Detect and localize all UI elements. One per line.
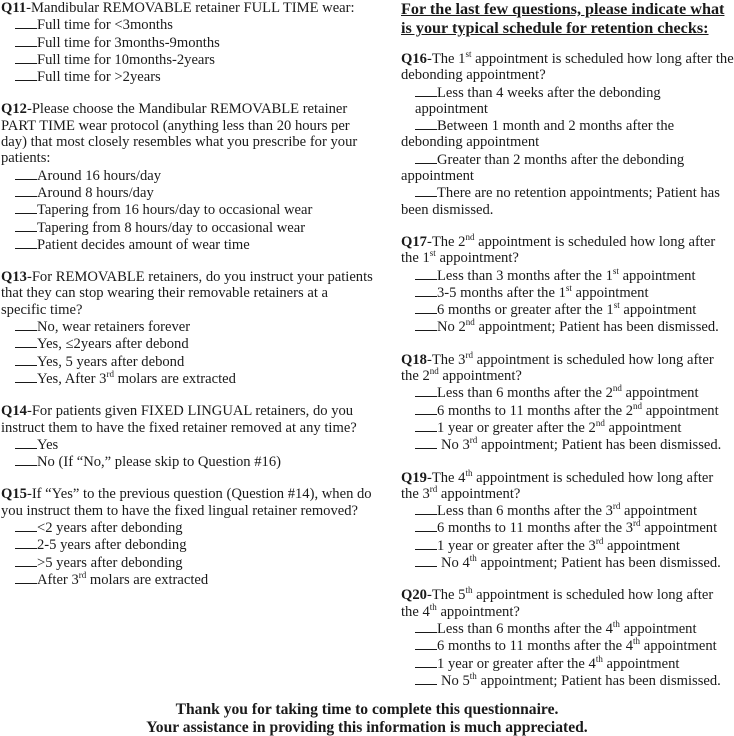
question-prompt-tail: appointment? (436, 603, 520, 620)
option-label: No 2 (437, 319, 466, 336)
option-label: Less than 3 months after the 1 (437, 267, 613, 284)
answer-blank[interactable] (415, 637, 437, 650)
option-label: 6 months to 11 months after the 3 (437, 520, 634, 537)
answer-blank[interactable] (415, 502, 437, 515)
answer-blank[interactable] (15, 453, 37, 466)
answer-blank[interactable] (415, 301, 437, 314)
answer-blank[interactable] (15, 219, 37, 232)
ordinal-suffix: rd (633, 518, 641, 529)
ordinal-suffix: nd (612, 383, 622, 394)
answer-blank[interactable] (415, 655, 437, 668)
option-label: Full time for >2years (37, 69, 161, 86)
option-label: 1 year or greater after the 4 (437, 655, 596, 672)
ordinal-suffix: rd (469, 435, 478, 446)
option-label: Patient decides amount of wear time (37, 236, 250, 253)
answer-blank[interactable] (15, 370, 37, 383)
answer-option[interactable] (1, 201, 373, 218)
question-q12 (1, 101, 373, 253)
option-label: No (If “No,” please skip to Question #16) (37, 454, 281, 471)
answer-blank[interactable] (15, 318, 37, 331)
ordinal-suffix: th (633, 636, 641, 647)
question-q15 (1, 486, 373, 588)
question-prompt-mid: appointment is scheduled how long after the (401, 469, 714, 502)
question-prompt-ordinal: 3 (422, 485, 430, 502)
question-prompt-mid: appointment is scheduled how long after the (401, 587, 714, 620)
answer-option[interactable] (401, 151, 734, 185)
answer-option[interactable] (1, 335, 373, 352)
ordinal-suffix: rd (429, 483, 438, 494)
answer-option[interactable] (401, 554, 734, 571)
ordinal-suffix: th (465, 467, 473, 478)
option-label-tail: appointment (603, 537, 680, 554)
option-label-tail: appointment (602, 655, 680, 672)
question-text (401, 231, 734, 267)
option-label: 2-5 years after debonding (37, 537, 187, 554)
question-prompt-tail: appointment? (437, 485, 521, 502)
question-text (401, 587, 734, 620)
option-label-tail: appointment; Patient has been dismissed. (474, 319, 719, 336)
option-label-tail: appointment (621, 385, 699, 402)
answer-option[interactable] (401, 419, 734, 436)
right-column (401, 0, 734, 689)
answer-option[interactable] (401, 284, 734, 301)
question-prompt-tail: appointment? (438, 368, 522, 385)
answer-option[interactable] (1, 167, 373, 184)
ordinal-suffix: rd (595, 535, 604, 546)
answer-blank[interactable] (415, 620, 437, 633)
answer-option[interactable] (401, 519, 734, 536)
question-number: Q12 (1, 101, 27, 118)
ordinal-suffix: nd (465, 317, 475, 328)
question-prompt-ordinal: 1 (422, 250, 430, 267)
option-label: Between 1 month and 2 months after the debonding appointment (401, 118, 675, 151)
answer-blank[interactable] (15, 184, 37, 197)
question-prompt: -The 1 (426, 51, 466, 67)
question-text (1, 403, 373, 436)
question-number: Q17 (401, 233, 427, 250)
appreciation-line: Your assistance in providing this information is much appreciated. (146, 718, 588, 736)
answer-blank[interactable] (15, 51, 37, 64)
option-label: Less than 6 months after the 4 (437, 620, 613, 637)
option-label: Less than 6 months after the 3 (437, 503, 613, 520)
option-label: Full time for 10months-2years (37, 51, 215, 68)
question-q18 (401, 349, 734, 454)
answer-blank[interactable] (15, 167, 37, 180)
answer-option[interactable] (401, 672, 734, 689)
question-text (1, 486, 373, 519)
answer-option[interactable] (401, 267, 734, 284)
ordinal-suffix: th (595, 653, 603, 664)
answer-option[interactable] (401, 84, 734, 118)
answer-blank[interactable] (15, 68, 37, 81)
answer-option[interactable] (401, 318, 734, 335)
option-label: After 3 (37, 571, 79, 588)
ordinal-suffix: nd (595, 417, 605, 428)
answer-blank[interactable] (415, 151, 437, 164)
option-label: <2 years after debonding (37, 520, 183, 537)
option-label-tail: appointment; Patient has been dismissed. (476, 672, 721, 689)
question-prompt-tail: appointment? (435, 250, 519, 267)
answer-option[interactable] (401, 184, 734, 218)
option-label-tail: appointment (640, 520, 718, 537)
question-q14 (1, 403, 373, 470)
question-number: Q20 (401, 587, 427, 604)
option-label: Greater than 2 months after the debonding appointment (401, 151, 685, 185)
answer-blank[interactable] (415, 384, 437, 397)
question-prompt: -Mandibular REMOVABLE retainer FULL TIME wear: (26, 0, 355, 16)
option-label-tail: appointment (620, 503, 698, 520)
option-label: Yes (37, 436, 59, 453)
answer-blank[interactable] (415, 84, 437, 97)
answer-blank[interactable] (15, 554, 37, 567)
option-label: 3-5 months after the 1 (437, 284, 566, 301)
question-text (401, 51, 734, 84)
answer-option[interactable] (1, 219, 373, 236)
answer-blank[interactable] (15, 201, 37, 214)
option-label-tail: appointment (604, 419, 682, 436)
option-label: 1 year or greater after the 3 (437, 537, 596, 554)
option-label-tail: appointment (619, 620, 697, 637)
answer-blank[interactable] (415, 184, 437, 197)
question-q20 (401, 587, 734, 689)
answer-option[interactable] (1, 236, 373, 253)
question-prompt-ordinal: 2 (422, 368, 430, 385)
question-q17 (401, 231, 734, 336)
option-label: Full time for <3months (37, 17, 173, 34)
question-prompt: -For patients given FIXED LINGUAL retainers, do you instruct them to have the fixed retainer removed at any time? (1, 403, 357, 436)
answer-option[interactable] (1, 318, 373, 335)
answer-option[interactable] (1, 16, 373, 33)
option-label: Less than 6 months after the 2 (437, 385, 613, 402)
left-column (1, 0, 373, 588)
ordinal-suffix: nd (429, 366, 439, 377)
answer-option[interactable] (401, 402, 734, 419)
option-label-tail: appointment; Patient has been dismissed. (476, 555, 721, 572)
answer-blank[interactable] (15, 236, 37, 249)
answer-blank[interactable] (415, 519, 437, 532)
answer-option[interactable] (1, 34, 373, 51)
option-label: There are no retention appointments; Patient has been dismissed. (401, 185, 720, 218)
option-label-tail: appointment (571, 284, 649, 301)
option-label: Yes, After 3 (37, 370, 107, 387)
answer-option[interactable] (401, 537, 734, 554)
answer-blank[interactable] (15, 16, 37, 29)
answer-option[interactable] (401, 502, 734, 519)
question-number: Q15 (1, 486, 27, 503)
question-prompt: -If “Yes” to the previous question (Question #14), when do you instruct them to have the fixed lingual retainer removed? (1, 486, 372, 519)
answer-blank[interactable] (15, 436, 37, 449)
answer-blank[interactable] (415, 672, 437, 685)
question-prompt: -The 2 (426, 233, 466, 250)
option-label: No 5 (441, 672, 470, 689)
ordinal-suffix: nd (633, 400, 643, 411)
ordinal-suffix: st (565, 282, 572, 293)
question-number: Q14 (1, 403, 27, 420)
option-label: Yes, ≤2years after debond (37, 336, 189, 353)
option-label: Tapering from 16 hours/day to occasional wear (37, 202, 313, 219)
question-number: Q18 (401, 351, 427, 368)
answer-blank[interactable] (415, 419, 437, 432)
option-label-tail: appointment; Patient has been dismissed. (477, 437, 722, 454)
ordinal-suffix: st (612, 265, 619, 276)
ordinal-suffix: st (465, 49, 472, 59)
option-label: Yes, 5 years after debond (37, 353, 185, 370)
answer-option[interactable] (401, 436, 734, 453)
option-label: No 4 (441, 555, 470, 572)
option-label: No 3 (441, 437, 470, 454)
question-text (1, 0, 373, 16)
answer-option[interactable] (1, 554, 373, 571)
option-label: 6 months to 11 months after the 2 (437, 402, 634, 419)
answer-blank[interactable] (415, 267, 437, 280)
question-text (401, 349, 734, 385)
question-prompt: -The 5 (426, 587, 466, 604)
option-label-tail: molars are extracted (113, 370, 236, 387)
question-prompt-mid: appointment is scheduled how long after the (401, 233, 716, 267)
option-label: Tapering from 8 hours/day to occasional wear (37, 219, 306, 236)
option-label: 6 months or greater after the 1 (437, 302, 614, 319)
option-label-tail: appointment (640, 638, 717, 655)
option-label-tail: appointment (642, 402, 719, 419)
answer-option[interactable] (401, 620, 734, 637)
question-number: Q16 (401, 51, 427, 67)
ordinal-suffix: th (612, 618, 620, 629)
answer-blank[interactable] (415, 117, 437, 130)
option-label-tail: molars are extracted (86, 571, 209, 588)
answer-option[interactable] (1, 436, 373, 453)
question-prompt: -The 3 (426, 351, 466, 368)
option-label: 1 year or greater after the 2 (437, 419, 596, 436)
answer-option[interactable] (1, 536, 373, 553)
answer-option[interactable] (1, 453, 373, 470)
option-label: No, wear retainers forever (37, 319, 191, 336)
answer-option[interactable] (1, 571, 373, 588)
question-q16 (401, 51, 734, 218)
answer-blank[interactable] (15, 519, 37, 532)
answer-option[interactable] (1, 68, 373, 85)
answer-blank[interactable] (415, 537, 437, 550)
question-q13 (1, 269, 373, 387)
answer-blank[interactable] (15, 34, 37, 47)
ordinal-suffix: rd (465, 349, 473, 360)
answer-option[interactable] (401, 637, 734, 654)
answer-blank[interactable] (415, 318, 437, 331)
answer-option[interactable] (1, 353, 373, 370)
closing-message (0, 701, 734, 736)
question-q11 (1, 0, 373, 85)
question-number: Q11 (1, 0, 27, 16)
ordinal-suffix: st (613, 300, 620, 311)
option-label-tail: appointment (618, 267, 696, 284)
answer-option[interactable] (1, 370, 373, 387)
ordinal-suffix: rd (78, 569, 87, 580)
answer-blank[interactable] (415, 284, 437, 297)
question-prompt-mid: appointment is scheduled how long after the (401, 351, 714, 385)
question-text (1, 101, 373, 166)
question-q19 (401, 467, 734, 572)
question-text (1, 269, 373, 318)
question-prompt: -For REMOVABLE retainers, do you instruct your patients that they can stop wearing their removable retainers at a specific time? (1, 269, 373, 318)
ordinal-suffix: th (469, 553, 477, 564)
question-prompt-tail: appointment is scheduled how long after the debonding appointment? (401, 51, 734, 84)
section-heading: For the last few questions, please indicate what is your typical schedule for retention checks: (401, 0, 725, 37)
ordinal-suffix: rd (612, 501, 621, 512)
option-label: Around 8 hours/day (37, 184, 154, 201)
question-prompt: -Please choose the Mandibular REMOVABLE retainer PART TIME wear protocol (anything less than 20 hours per day) that most closely resembles what you prescribe for your patients: (1, 101, 358, 167)
option-label: Less than 4 weeks after the debonding appointment (415, 84, 661, 117)
ordinal-suffix: nd (465, 231, 475, 242)
ordinal-suffix: th (469, 670, 477, 681)
answer-blank[interactable] (15, 335, 37, 348)
answer-option[interactable] (401, 655, 734, 672)
answer-option[interactable] (401, 117, 734, 151)
question-number: Q19 (401, 469, 427, 486)
answer-blank[interactable] (415, 554, 437, 567)
thank-you-line: Thank you for taking time to complete this questionnaire. (175, 701, 559, 719)
option-label: Full time for 3months-9months (37, 34, 220, 51)
answer-option[interactable] (1, 51, 373, 68)
option-label-tail: appointment (619, 302, 697, 319)
answer-blank[interactable] (15, 536, 37, 549)
answer-option[interactable] (1, 519, 373, 536)
option-label: 6 months to 11 months after the 4 (437, 638, 634, 655)
ordinal-suffix: rd (106, 368, 114, 379)
question-prompt-ordinal: 4 (422, 603, 430, 620)
question-prompt: -The 4 (426, 469, 466, 486)
ordinal-suffix: th (465, 585, 473, 596)
answer-blank[interactable] (15, 353, 37, 366)
question-number: Q13 (1, 269, 27, 286)
option-label: Around 16 hours/day (37, 167, 162, 184)
answer-blank[interactable] (415, 402, 437, 415)
answer-blank[interactable] (415, 436, 437, 449)
answer-option[interactable] (401, 301, 734, 318)
ordinal-suffix: th (429, 601, 437, 612)
answer-option[interactable] (1, 184, 373, 201)
answer-blank[interactable] (15, 571, 37, 584)
option-label: >5 years after debonding (37, 554, 183, 571)
answer-option[interactable] (401, 384, 734, 401)
question-text (401, 467, 734, 503)
ordinal-suffix: st (429, 248, 436, 259)
